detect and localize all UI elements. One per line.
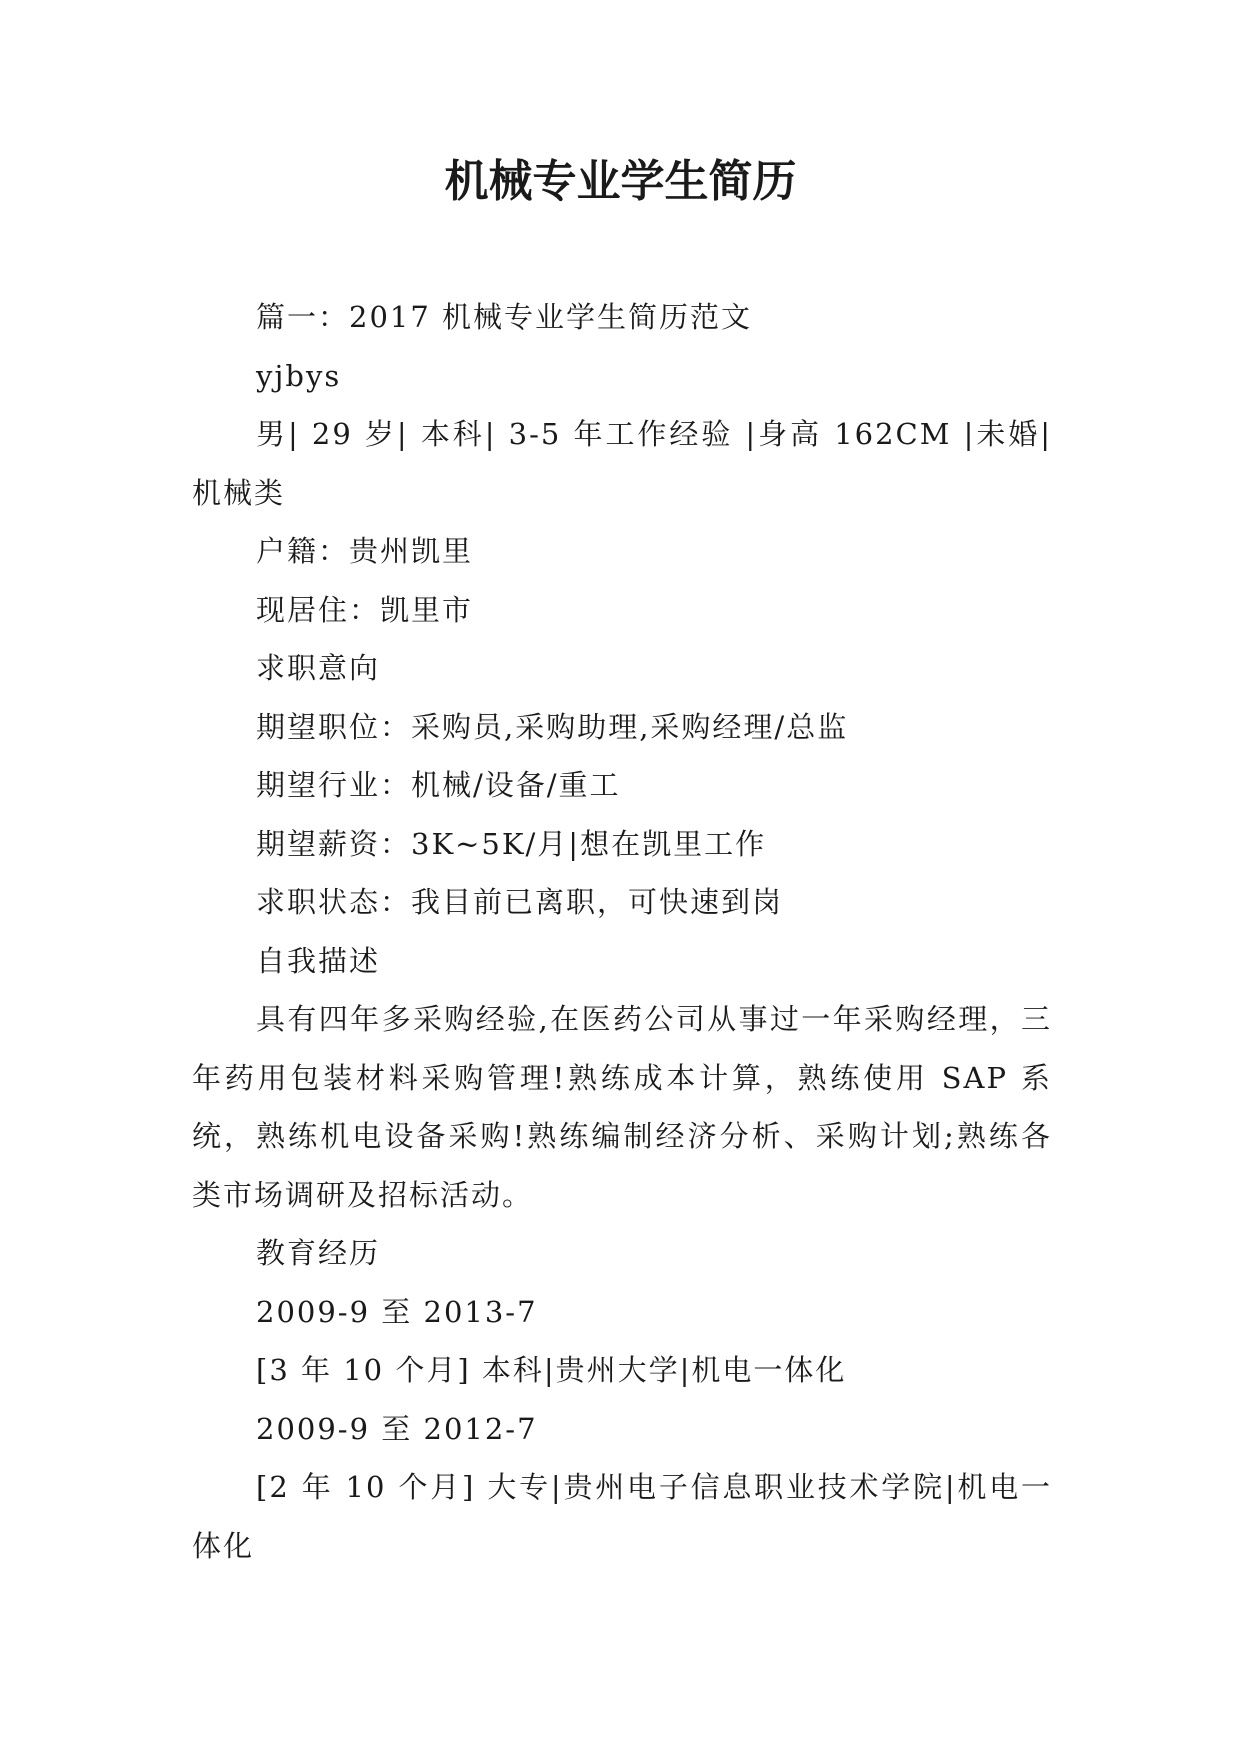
paragraph-education-detail-1: [3 年 10 个月] 本科|贵州大学|机电一体化 [256, 1353, 847, 1387]
paragraph-desired-position: 期望职位：采购员,采购助理,采购经理/总监 [256, 709, 849, 744]
paragraph-basic-info: 男| 29 岁| 本科| 3-5 年工作经验 |身高 162CM |未婚|机械类 [192, 417, 1052, 510]
paragraph-household-registration: 户籍：贵州凯里 [256, 534, 474, 568]
paragraph-section-heading: 篇一：2017 机械专业学生简历范文 [256, 300, 753, 334]
paragraph-job-status: 求职状态：我目前已离职，可快速到岗 [256, 885, 784, 919]
paragraph-current-residence: 现居住：凯里市 [256, 592, 474, 627]
paragraph-desired-industry: 期望行业：机械/设备/重工 [256, 768, 621, 802]
paragraph-desired-salary: 期望薪资：3K~5K/月|想在凯里工作 [256, 826, 767, 861]
document-title: 机械专业学生简历 [444, 156, 797, 207]
paragraph-self-description: 具有四年多采购经验,在医药公司从事过一年采购经理，三年药用包装材料采购管理!熟练成本计算，熟练使用 SAP 系统，熟练机电设备采购!熟练编制经济分析、采购计划;熟练各类市场调研及招标活动。 [192, 1002, 1052, 1212]
paragraph-education-period-2: 2009-9 至 2012-7 [256, 1411, 538, 1446]
paragraph-education-heading: 教育经历 [256, 1236, 381, 1270]
paragraph-job-intention-heading: 求职意向 [256, 651, 381, 685]
document-body [192, 288, 1052, 1575]
paragraph-self-description-heading: 自我描述 [256, 943, 381, 978]
paragraph-education-detail-2: [2 年 10 个月] 大专|贵州电子信息职业技术学院|机电一体化 [192, 1470, 1052, 1563]
paragraph-source: yjbys [256, 358, 342, 393]
paragraph-education-period-1: 2009-9 至 2013-7 [256, 1294, 538, 1329]
